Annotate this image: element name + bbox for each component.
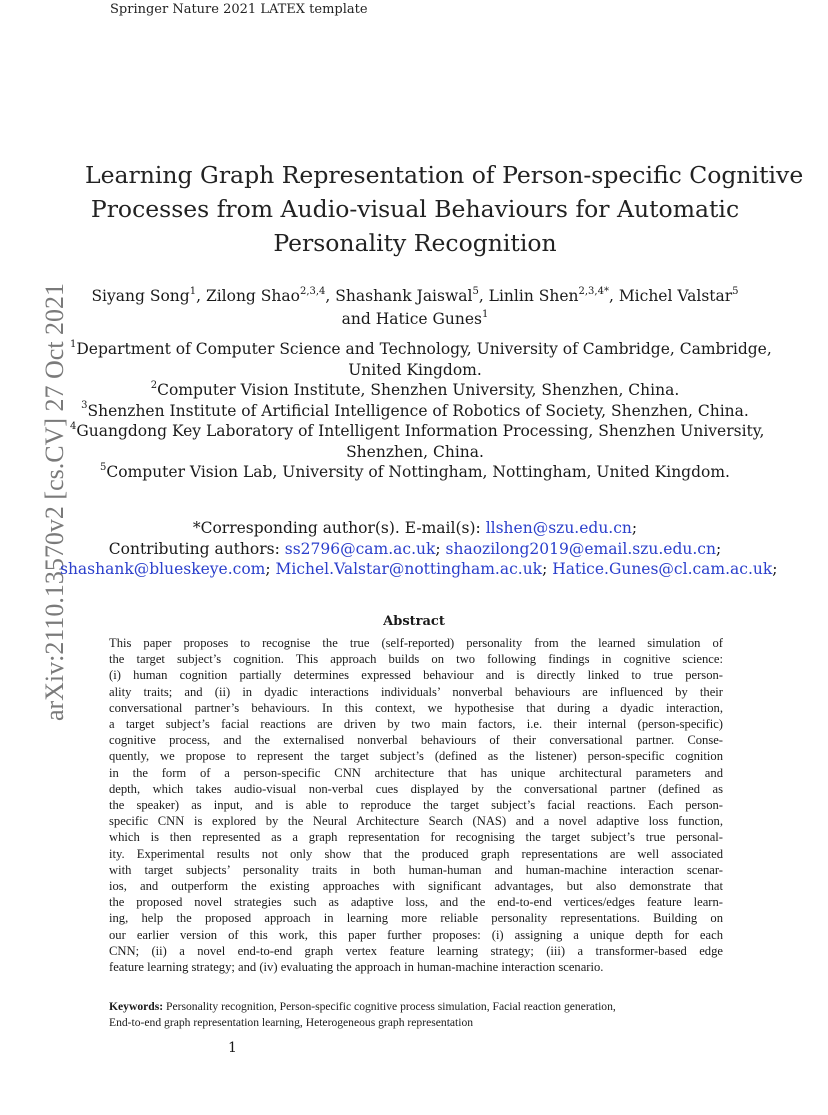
page-number: 1 <box>228 1040 237 1056</box>
abstract-line: (i) human cognition partially determines expressed behaviour and is directly linked to true person- <box>109 668 723 683</box>
abstract-line: the speaker) as input, and is able to reproduce the target subject’s facial reactions. Each person- <box>109 798 723 813</box>
email-link[interactable]: llshen@szu.edu.cn <box>485 519 632 537</box>
template-header: Springer Nature 2021 LATEX template <box>110 2 368 17</box>
affiliation-text: Computer Vision Lab, University of Nottingham, Nottingham, United Kingdom. <box>106 463 730 481</box>
email-link[interactable]: Hatice.Gunes@cl.cam.ac.uk <box>552 560 773 578</box>
author-sup: 5 <box>472 285 479 297</box>
corresponding-line: *Corresponding author(s). E-mail(s): llshen@szu.edu.cn; <box>192 519 638 537</box>
abstract-heading: Abstract <box>383 614 445 629</box>
affiliation-line <box>70 462 760 483</box>
keywords-line <box>109 999 723 1015</box>
abstract-line: ing, help the proposed approach in learning more reliable personality representations. Building on <box>109 911 723 926</box>
abstract-line: cognitive process, and the externalised nonverbal behaviours of their conversational partner. Conse- <box>109 733 723 748</box>
affiliation-sup: 3 <box>81 400 88 412</box>
contributing-line: Contributing authors: ss2796@cam.ac.uk; shaozilong2019@email.szu.edu.cn; <box>108 539 722 558</box>
title-line: Learning Graph Representation of Person-specific Cognitive <box>85 161 804 189</box>
affiliation-text: Shenzhen, China. <box>346 442 484 461</box>
affiliation-text: Department of Computer Science and Technology, University of Cambridge, Cambridge, <box>76 340 772 358</box>
abstract-line: the target subject’s cognition. This approach builds on two following findings in cognitive science: <box>109 652 723 667</box>
affiliation-line <box>70 420 765 442</box>
keywords <box>109 999 723 1031</box>
contributing-line: shashank@blueskeye.com; Michel.Valstar@nottingham.ac.uk; Hatice.Gunes@cl.cam.ac.uk; <box>60 560 778 578</box>
author-list <box>70 285 760 331</box>
author-sup: 1 <box>189 285 197 297</box>
abstract-line: which is then represented as a graph representation for recognising the target subject’s true personal- <box>109 830 723 845</box>
corresponding-label: *Corresponding author(s). E-mail(s): <box>192 519 481 537</box>
arxiv-stamp <box>42 240 68 765</box>
author-name: Hatice Gunes <box>375 310 482 328</box>
abstract-line: specific CNN is explored by the Neural Architecture Search (NAS) and a novel adaptive loss function, <box>109 814 723 829</box>
affiliation-line <box>70 380 760 401</box>
author-name: Shashank Jaiswal <box>335 287 473 305</box>
author-sup: 2,3,4 <box>299 285 326 297</box>
author-conjunction: and <box>341 310 371 328</box>
arxiv-stamp-text: arXiv:2110.13570v2 [cs.CV] 27 Oct 2021 <box>40 282 69 722</box>
author-name: Linlin Shen <box>488 287 579 305</box>
affiliation-line <box>70 401 760 422</box>
title-line: Personality Recognition <box>273 229 557 257</box>
paper-title <box>85 158 804 260</box>
keywords-line <box>109 1015 723 1031</box>
author-name: Zilong Shao <box>205 287 300 305</box>
author-line: Siyang Song$^1$, Zilong Shao$^{2,3,4}$, Shashank Jaiswal$^5$, Linlin Shen$^{2,3,4*}$, Michel Valstar$^5$ <box>91 285 739 305</box>
contributing-label: Contributing authors: <box>108 539 280 558</box>
abstract-line: quently, we propose to represent the target subject’s (defined as the listener) person-specific cognition <box>109 749 723 764</box>
affiliations <box>70 338 772 483</box>
abstract-line: This paper proposes to recognise the true (self-reported) personality from the learned simulation of <box>109 636 723 650</box>
title-line: Processes from Audio-visual Behaviours for Automatic <box>90 195 740 223</box>
affiliation-text: Computer Vision Institute, Shenzhen University, Shenzhen, China. <box>157 381 680 399</box>
abstract-line: ality traits; and (ii) in dyadic interactions individuals’ nonverbal behaviours are influenced by their <box>109 684 723 699</box>
abstract-line: a target subject’s facial reactions are driven by two main factors, i.e. their internal (person-specific) <box>109 717 723 732</box>
affiliation-line <box>70 360 760 381</box>
affiliation-text: United Kingdom. <box>348 360 482 379</box>
abstract-line: with target subjects’ personality traits in both human-human and human-machine interaction scenar- <box>109 862 723 877</box>
email-link[interactable]: shashank@blueskeye.com <box>60 560 266 578</box>
keywords-text: Personality recognition, Person-specific cognitive process simulation, Facial reaction generation, <box>166 1000 616 1013</box>
abstract-line: depth, which takes audio-visual non-verbal cues displayed by the conversational partner (defined as <box>109 781 723 796</box>
abstract-body <box>109 635 723 975</box>
abstract-line: the proposed novel strategies such as adaptive loss, and the end-to-end vertices/edges feature learn- <box>109 895 723 910</box>
author-name: Siyang Song <box>91 287 190 305</box>
email-link[interactable]: Michel.Valstar@nottingham.ac.uk <box>275 560 543 578</box>
author-sup: 5 <box>732 285 739 297</box>
affiliation-line <box>70 338 772 360</box>
author-sup: 1 <box>481 308 489 320</box>
affiliation-text: Shenzhen Institute of Artificial Intelligence of Robotics of Society, Shenzhen, China. <box>87 401 749 420</box>
affiliation-sup: 1 <box>70 338 77 350</box>
affiliation-line <box>70 442 760 463</box>
affiliation-sup: 4 <box>70 420 77 432</box>
author-line <box>70 308 760 331</box>
abstract-line: in the form of a person-specific CNN architecture that has unique architectural parameters and <box>109 765 723 780</box>
keywords-text: End-to-end graph representation learning, Heterogeneous graph representation <box>109 1016 474 1029</box>
abstract-line: ios, and outperform the existing approaches with significant advantages, but also demonstrate that <box>109 879 723 894</box>
author-sup: 2,3,4* <box>578 285 609 297</box>
contact-info <box>60 518 778 580</box>
email-link[interactable]: shaozilong2019@email.szu.edu.cn <box>445 539 716 558</box>
affiliation-sup: 5 <box>100 461 107 473</box>
author-name: Michel Valstar <box>618 287 733 305</box>
abstract-line: feature learning strategy; and (iv) evaluating the approach in human-machine interaction scenario. <box>109 960 604 975</box>
affiliation-text: Guangdong Key Laboratory of Intelligent Information Processing, Shenzhen University, <box>76 422 765 440</box>
abstract-line: conversational partner’s behaviours. In this context, we hypothesise that during a dyadic interaction, <box>109 700 723 715</box>
keywords-label: Keywords: <box>109 1000 164 1013</box>
abstract-line: ity. Experimental results not only show that the produced graph representations are well associated <box>109 846 723 861</box>
abstract-line: CNN; (ii) a novel end-to-end graph vertex feature learning strategy; (iii) a transformer-based edge <box>109 943 723 958</box>
email-link[interactable]: ss2796@cam.ac.uk <box>284 539 436 558</box>
affiliation-sup: 2 <box>150 379 158 391</box>
abstract-line: our earlier version of this work, this paper further proposes: (i) assigning a unique depth for each <box>109 927 723 942</box>
